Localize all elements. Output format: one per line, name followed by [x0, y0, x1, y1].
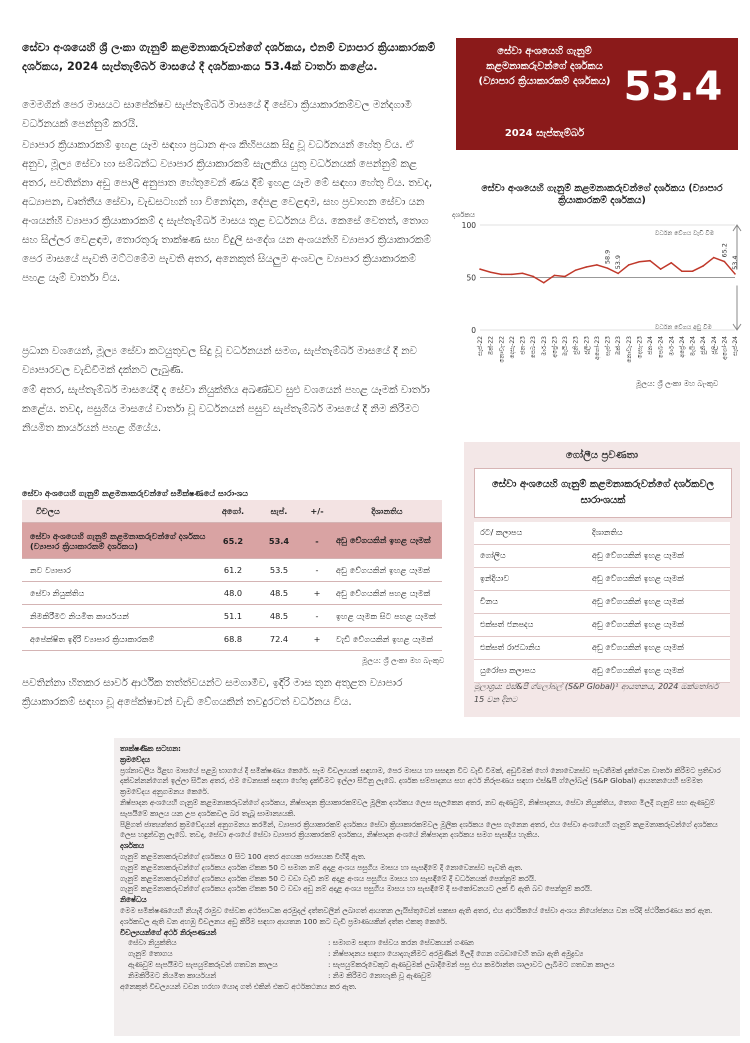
footnote-text: අනෙකුත් විචල්‍යයන් වචන හරහා යොදා ගත් එකින් එකට අර්ථකථනය කර ඇත.	[120, 981, 357, 991]
body-paragraph: ව්‍යාපාර ක්‍රියාකාරකම් ඉහළ යෑම සඳහා ප්‍රධාන අංශ කිහිපයක සිදු වූ වර්ධනයන් හේතු විය. ඒ අනුව, මූල්‍ය සේවා හා සම්බන්ධ ව්‍යාපාර ක්‍රියාකාරකම් සැලකිය යුතු වර්ධනයක් පෙන්නුම් කළ අතර, පවතින්නා අඩු පොලී අනුපාත හේතුවෙන් ණය දීම් ඉහළ යෑම මේ සඳහා හේතු විය. තවද, අධ්‍යාපන, වෘත්තීය සේවා, වැඩසටහන් හා විනෝදන, දේපළ වෙළඳාම, සහ ප්‍රවාහන සේවා යන අංශයන්හි ව්‍යාපාර ක්‍රියාකාරකම් ද සැප්තැම්බර් මාසය තුළ වර්ධනය විය. කෙසේ වෙතත්, තොග සහ සිල්ලර වෙළඳාම, තොරතුරු තාක්ෂණ සහ විදුලි සංදේශ යන අංශයන්හි ව්‍යාපාර ක්‍රියාකාරකම් පෙර මාසයේ පැවති මට්ටමේම පැවති අතර, අනෙකුත් සියලුම අංශවල ව්‍යාපාර ක්‍රියාකාරකම් පහළ යෑම් වාර්තා විය.	[22, 139, 433, 284]
definitions-heading: විචල්‍යයන්ගේ අර්ථ නිරූපණයන්	[120, 927, 217, 937]
data-point	[660, 268, 662, 270]
cell: එක්සත් රාජධානිය	[474, 637, 586, 660]
definition-desc: : නිම කිරීමට නොහැකි වූ ඇණවුම්	[328, 970, 432, 980]
headline: සේවා අංශයෙහි ශ්‍රී ලංකා ගැනුම් කළමනාකරුවන්ගේ දර්ශකය, එනම් ව්‍යාපාර ක්‍රියාකාරකම් දර්ශකය, 2024 සැප්තැම්බර් මාසයේ දී දර්ශකාංකය 53.4ක් වාර්තා කළේය.	[22, 41, 436, 73]
data-point	[617, 273, 619, 275]
x-tick-label: අප්‍රේ-23	[551, 336, 559, 358]
definition-text: නිෂ්පාදන අංශයෙහි ගැනුම් කළමනාකරුවන්ගේ දර්ශකය, නිෂ්පාදන ක්‍රියාකාරකම්වල මූලික දර්ශකය ලෙස සැලකෙන අතර, නව ඇණවුම්, නිෂ්පාදනය, සේවා නියුක්තිය, තොග මිලදී ගැනුම් සහ ඇණවුම් සැපයීමේ කාලය යන උප දර්ශකවල බර තැබූ සාමාන්‍යයකි.	[120, 797, 715, 818]
cell: අඩු වේගයකින් පහළ යෑමක්	[332, 582, 442, 605]
summary-table	[22, 500, 442, 651]
global-trends-subtitle-text: සේවා අංශයෙහි ගැනුම් කළමනාකරුවන්ගේ දර්ශකවල සාරාංශයක්	[491, 479, 715, 506]
index-note: ගැනුම් කළමනාකරුවන්ගේ දර්ශකය දර්ශක ඒකක 50 ට වඩා අඩු නම් අදාළ අංශය පසුගිය මාසය හා සැසඳීමේ දී සංකෝචනයට ලක් වී ඇති බව පෙන්නුම් කරයි.	[120, 884, 593, 894]
cell: 61.2	[210, 559, 256, 582]
x-tick-label: ඔක්-23	[615, 336, 623, 356]
y-tick-label: 0	[471, 326, 476, 335]
cell: ඉහළ යෑමක සිට පහළ යෑමක්	[332, 605, 442, 628]
outlook-paragraph: පවතින්නා හිතකර සාර්ව ආර්ථික තත්ත්වයන්ට සමගාමීව, ඉදිරි මාස තුන අතුළත ව්‍යාපාර ක්‍රියාකාරකම් සඳහා වූ අපේක්ෂාවන් වැඩි වේගයකින් තවදුරටත් වර්ධනය විය.	[22, 677, 403, 708]
table-source: මූලය: ශ්‍රී ලංකා මහ බැංකුව	[362, 656, 445, 665]
x-tick-label: ජන-23	[519, 336, 527, 355]
cell: අඩු වේගයකින් ඉහළ යෑමක්	[586, 637, 730, 660]
technical-note	[114, 738, 740, 1036]
definition-term: නිමකිරීමට නියමිත කාර්යයන්	[128, 970, 217, 980]
cell: 48.0	[210, 582, 256, 605]
x-tick-label: නොවැ-23	[625, 336, 633, 363]
cell: 53.5	[256, 559, 302, 582]
method-text: ප්‍රශ්නාවලිය ඊළඟ මාසයේ පළමු භාගයේ දී සමීක්ෂණය කෙරේ. සෑම විචල්‍යයක් සඳහාම, පෙර මාසය හා සසඳන විට වැඩි වීමක්, අඩුවීමක් හෝ නොවෙනස්ව පැවතීමක් දැක්වෙන වාර්තා කිරීමට ප්‍රතිචාර දක්වන්නන්ගෙන් ඉල්ලා සිටින අතර, එම වෙනසක් සඳහා හේතු දැක්වීමට ඉල්ලා සිටිනු ලැබේ. දර්ශක සම්පාදනය සහ අර්ථ නිරූපණය සඳහා එස්&පී ග්ලෝබල් (S&P Global) ආයතනයෙහි සම්මත ක්‍රමවේදය අනුගමනය කෙරේ.	[120, 765, 721, 797]
data-point	[713, 257, 715, 259]
data-point	[607, 267, 609, 269]
table-row	[22, 628, 442, 651]
cell: යුරෝපා කලාපය	[474, 660, 586, 683]
body-paragraph: ප්‍රධාන වශයෙන්, මූල්‍ය සේවා කටයුතුවල සිදු වූ වර්ධනයන් සමග, සැප්තැම්බර් මාසයේ දී නව ව්‍යාපාරවල වැඩිවීමක් දක්නට ලැබුණි.	[22, 345, 417, 376]
y-tick-label: 50	[466, 273, 476, 283]
cell: 53.4	[256, 523, 302, 559]
data-point	[724, 261, 726, 263]
x-tick-label: පෙබ-24	[657, 336, 665, 359]
data-label: 58.9	[603, 249, 612, 265]
intro-paragraph: මෙමගින් පෙර මාසයට සාපේක්ෂව සැප්තැම්බර් මාසයේ දී සේවා ක්‍රියාකාරකම්වල මන්දගාමී වර්ධනයක් පෙන්නුම් කරයි.	[22, 99, 412, 130]
row-label: නිමකිරීමට නියමිත කාර්යයන්	[22, 605, 210, 628]
index-note: ගැනුම් කළමනාකරුවන්ගේ දර්ශකය දර්ශක ඒකක 50 ට සමාන නම් අදාළ අංශය පසුගිය මාසය හා සැසඳීමේ දී නොවෙනස්ව පැවති ඇත.	[120, 862, 523, 872]
definition-row	[120, 949, 734, 960]
row-label: සේවා අංශයෙහි ගැනුම් කළමනාකරුවන්ගේ දර්ශකය (ව්‍යාපාර ක්‍රියාකාරකම් දර්ශකය)	[22, 523, 210, 559]
data-point	[575, 269, 577, 271]
table-row	[22, 582, 442, 605]
kpi-date: 2024 සැප්තැම්බර්	[504, 128, 585, 139]
data-point	[628, 264, 630, 266]
cell: 72.4	[256, 628, 302, 651]
data-point	[596, 264, 598, 266]
definition-term: සේවා නියුක්තිය	[128, 938, 177, 948]
x-tick-label: මැයි-24	[689, 336, 697, 357]
x-tick-label: ජුනි-23	[572, 336, 580, 355]
table-row	[474, 637, 730, 660]
definition-term: ඇණවුම් සැපයීමට සැපයුම්කරුවන් ගතවන කාලය	[128, 959, 278, 969]
header-cell: අගෝ.	[210, 500, 256, 523]
data-point	[681, 270, 683, 272]
cell: අඩු වේගයකින් ඉහළ යෑමක්	[586, 614, 730, 637]
method-heading: ක්‍රමවේදය	[120, 754, 150, 764]
x-tick-label: මාර්-23	[540, 336, 548, 356]
x-tick-label: පෙබ-23	[530, 336, 538, 359]
global-trends-source: මූලාශ්‍රය: එස්&පී ග්ලෝබල් (S&P Global)¹ ආයතනය, 2024 ඔක්තෝබර් 15 වන දිනට	[474, 682, 719, 704]
body-paragraph: මේ අතර, සැප්තැම්බර් මාසයේදී ද සේවා නියුක්තිය අඛණ්ඩව සුළු වශයෙන් පහළ යෑමක් වාර්තා කළේය. තවද, පසුගිය මාසයේ වාර්තා වූ වර්ධනයන් පසුව සැප්තැම්බර් මාසයේ දී නිම කිරීමට නියමිත කාර්යයන් පහළ ගියේය.	[22, 384, 430, 434]
table-row	[474, 545, 730, 568]
x-tick-label: මාර්-24	[668, 336, 676, 356]
chart-title: සේවා අංශයෙහි ගැනුම් කළමනාකරුවන්ගේ දර්ශකය (ව්‍යාපාර ක්‍රියාකාරකම් දර්ශකය)	[481, 183, 723, 206]
cell: එක්සත් ජනපදය	[474, 614, 586, 637]
x-tick-label: අප්‍රේ-24	[678, 336, 686, 358]
global-trends-title: ගෝලීය ප්‍රවණතා	[565, 450, 639, 461]
data-point	[511, 274, 513, 276]
x-tick-label: ජන-24	[647, 336, 654, 355]
x-tick-label: ජූලි-24	[710, 336, 718, 355]
disclaimer-text: මෙම සමීක්ෂණයෙහි නියැදි රාමුව සේවක අර්ථසාධක අරමුදල් දත්තවලින් ලබාගත් ආයතන ලැයිස්තුවෙන් සකසා ඇති අතර, එය ආර්ථිකයේ සේවා අංශය නියෝජනය වන පරිදි ස්ථරීකරණය කර ඇත. දර්ශකවල ඇති වන අහඹු විචලනය අඩු කිරීම සඳහා ආයතන 100 කට වැඩි ප්‍රමාණයකින් දත්ත එකතු කෙරේ.	[120, 905, 713, 926]
x-tick-label: දෙසැ-22	[508, 336, 516, 359]
kpi-label: සේවා අංශයෙහි ගැනුම් කළමනාකරුවන්ගේ දර්ශකය (ව්‍යාපාර ක්‍රියාකාරකම් දර්ශකය)	[478, 46, 611, 87]
cell: 68.8	[210, 628, 256, 651]
global-trends-subtitle	[474, 468, 732, 518]
data-label: 53.4	[731, 255, 739, 270]
data-point	[734, 273, 736, 275]
pmi-line-chart	[450, 205, 745, 380]
data-point	[585, 266, 587, 268]
cell: -	[302, 559, 332, 582]
definition-desc: : සමාගම සඳහා සේවය කරන සේවකයන් ගණන	[328, 938, 474, 948]
cell: වැඩි වේගයකින් ඉහළ යෑමක්	[332, 628, 442, 651]
cell: අඩු වේගයකින් ඉහළ යෑමක්	[586, 591, 730, 614]
cell: 65.2	[210, 523, 256, 559]
row-label: නව ව්‍යාපාර	[22, 559, 210, 582]
cell: අඩු වේගයකින් ඉහළ යෑමක්	[586, 660, 730, 683]
annotation-lower: වර්ධන වේගය අඩු වීම	[655, 324, 712, 331]
cell: අඩු වේගයකින් ඉහළ යෑමක්	[332, 523, 442, 559]
data-point	[522, 273, 524, 275]
table-row	[22, 559, 442, 582]
global-trends-table	[474, 522, 730, 683]
annotation-upper: වර්ධන වේගය වැඩි වීම	[655, 230, 715, 237]
definition-text: පිළිගත් ජාත්‍යන්තර ක්‍රමවේදයන් අනුගමනය කරමින්, ව්‍යාපාර ක්‍රියාකාරකම් දර්ශකය සේවා ක්‍රියාකාරකම්වල මූලික දර්ශකය ලෙස ගැනෙන අතර, එය සේවා අංශයෙහි ගැනුම් කළමනාකරුවන්ගේ දර්ශකය ලෙස හඳුන්වනු ලැබේ. තවද, සේවා අංශයේ සේවා ව්‍යාපාර ක්‍රියාකාරකම් දර්ශකය, නිෂ්පාදන අංශයේ නිෂ්පාදන දර්ශකය සමග සැසඳිය හැකිය.	[120, 819, 718, 840]
cell: චීනය	[474, 591, 586, 614]
definition-term: ගැනුම් තොගය	[128, 949, 173, 959]
table-row	[474, 591, 730, 614]
y-tick-label: 100	[461, 221, 476, 230]
definition-desc: : සැපයුම්කරුවෙකුට ඇණවුමක් ලබාදීමෙන් පසු එය කර්මාන්ත ශාලාවට ලැබීමට ගතවන කාලය	[328, 959, 615, 969]
cell: +	[302, 628, 332, 651]
index-note: ගැනුම් කළමනාකරුවන්ගේ දර්ශකය 0 සිට 100 අතර අගයක පරාසයක විහිදී ඇත.	[120, 851, 366, 861]
table-row	[474, 614, 730, 637]
cell: අඩු වේගයකින් ඉහළ යෑමක්	[586, 545, 730, 568]
table-row	[22, 523, 442, 559]
table-row	[474, 568, 730, 591]
data-point	[670, 262, 672, 264]
header-cell: රට/ කලාපය	[474, 522, 586, 545]
kpi-box	[456, 38, 738, 150]
summary-table-title: සේවා අංශයෙහි ගැනුම් කළමනාකරුවන්ගේ සමීක්ෂණයේ සාරාංශය	[22, 488, 249, 498]
data-label: 65.2	[720, 243, 729, 258]
data-label: 53.9	[614, 254, 623, 270]
x-tick-label: අගෝ-23	[593, 336, 601, 360]
header-cell: +/-	[302, 500, 332, 523]
cell: 51.1	[210, 605, 256, 628]
data-point	[639, 261, 641, 263]
table-row	[22, 605, 442, 628]
index-note: ගැනුම් කළමනාකරුවන්ගේ දර්ශකය දර්ශක ඒකක 50 ට වඩා වැඩි නම් අදාළ අංශය පසුගිය මාසය හා සැසඳීමේ දී වර්ධනයක් පෙන්නුම් කරයි.	[120, 873, 537, 883]
tech-heading: තාක්ෂණික සටහන:	[120, 744, 181, 753]
data-point	[702, 265, 704, 267]
x-tick-label: දෙසැ-23	[636, 336, 644, 359]
cell: 48.5	[256, 605, 302, 628]
cell: 48.5	[256, 582, 302, 605]
kpi-value: 53.4	[623, 64, 723, 110]
x-tick-label: සැප්-24	[732, 336, 739, 356]
data-point	[479, 268, 481, 270]
header-cell: දිශානතිය	[332, 500, 442, 523]
x-tick-label: ඔක්-22	[487, 336, 495, 356]
data-point	[692, 270, 694, 272]
index-heading: දර්ශකය	[120, 841, 145, 851]
header-cell: සැප්.	[256, 500, 302, 523]
definition-row	[120, 938, 734, 949]
data-point	[564, 276, 566, 278]
header-cell: දිශානතිය	[586, 522, 730, 545]
definition-row	[120, 971, 734, 982]
cell: +	[302, 582, 332, 605]
x-tick-label: සැප්-23	[604, 336, 612, 356]
x-tick-label: ජූලි-23	[583, 336, 591, 355]
cell: -	[302, 605, 332, 628]
cell: අඩු වේගයකින් ඉහළ යෑමක්	[586, 568, 730, 591]
definition-row	[120, 960, 734, 971]
data-point	[490, 271, 492, 273]
table-row	[474, 522, 730, 545]
row-label: අපේක්ෂිත ඉදිරි ව්‍යාපාර ක්‍රියාකාරකම්	[22, 628, 210, 651]
data-point	[543, 282, 545, 284]
definition-desc: : නිෂ්පාදනය සඳහා යොදාගැනීමට අරමුණින් මිලදී ගෙන ගබඩාවෙහි තබා ඇති අමුද්‍රව්‍ය	[328, 949, 584, 959]
y-axis-label: දර්ශකය	[452, 211, 476, 219]
chart-source: මූලය: ශ්‍රී ලංකා මහ බැංකුව	[636, 379, 719, 388]
x-tick-label: ජුනි-24	[700, 336, 708, 355]
global-trends-box	[464, 442, 740, 717]
cell: -	[302, 523, 332, 559]
disclaimer-heading: නිෂේධය	[120, 895, 147, 905]
data-point	[649, 260, 651, 262]
cell: ගෝලීය	[474, 545, 586, 568]
data-point	[532, 276, 534, 278]
header-cell: විචලය	[22, 500, 210, 523]
x-tick-label: අගෝ-24	[721, 336, 729, 360]
cell: අඩු වේගයකින් ඉහළ යෑමක්	[332, 559, 442, 582]
x-tick-label: නොවැ-22	[498, 336, 506, 363]
data-point	[554, 275, 556, 277]
x-tick-label: මැයි-23	[562, 336, 569, 357]
data-point	[500, 274, 502, 276]
x-tick-label: සැප්-22	[477, 336, 484, 356]
cell: ඉන්දියාව	[474, 568, 586, 591]
row-label: සේවා නියුක්තිය	[22, 582, 210, 605]
summary-header-row	[22, 500, 442, 523]
